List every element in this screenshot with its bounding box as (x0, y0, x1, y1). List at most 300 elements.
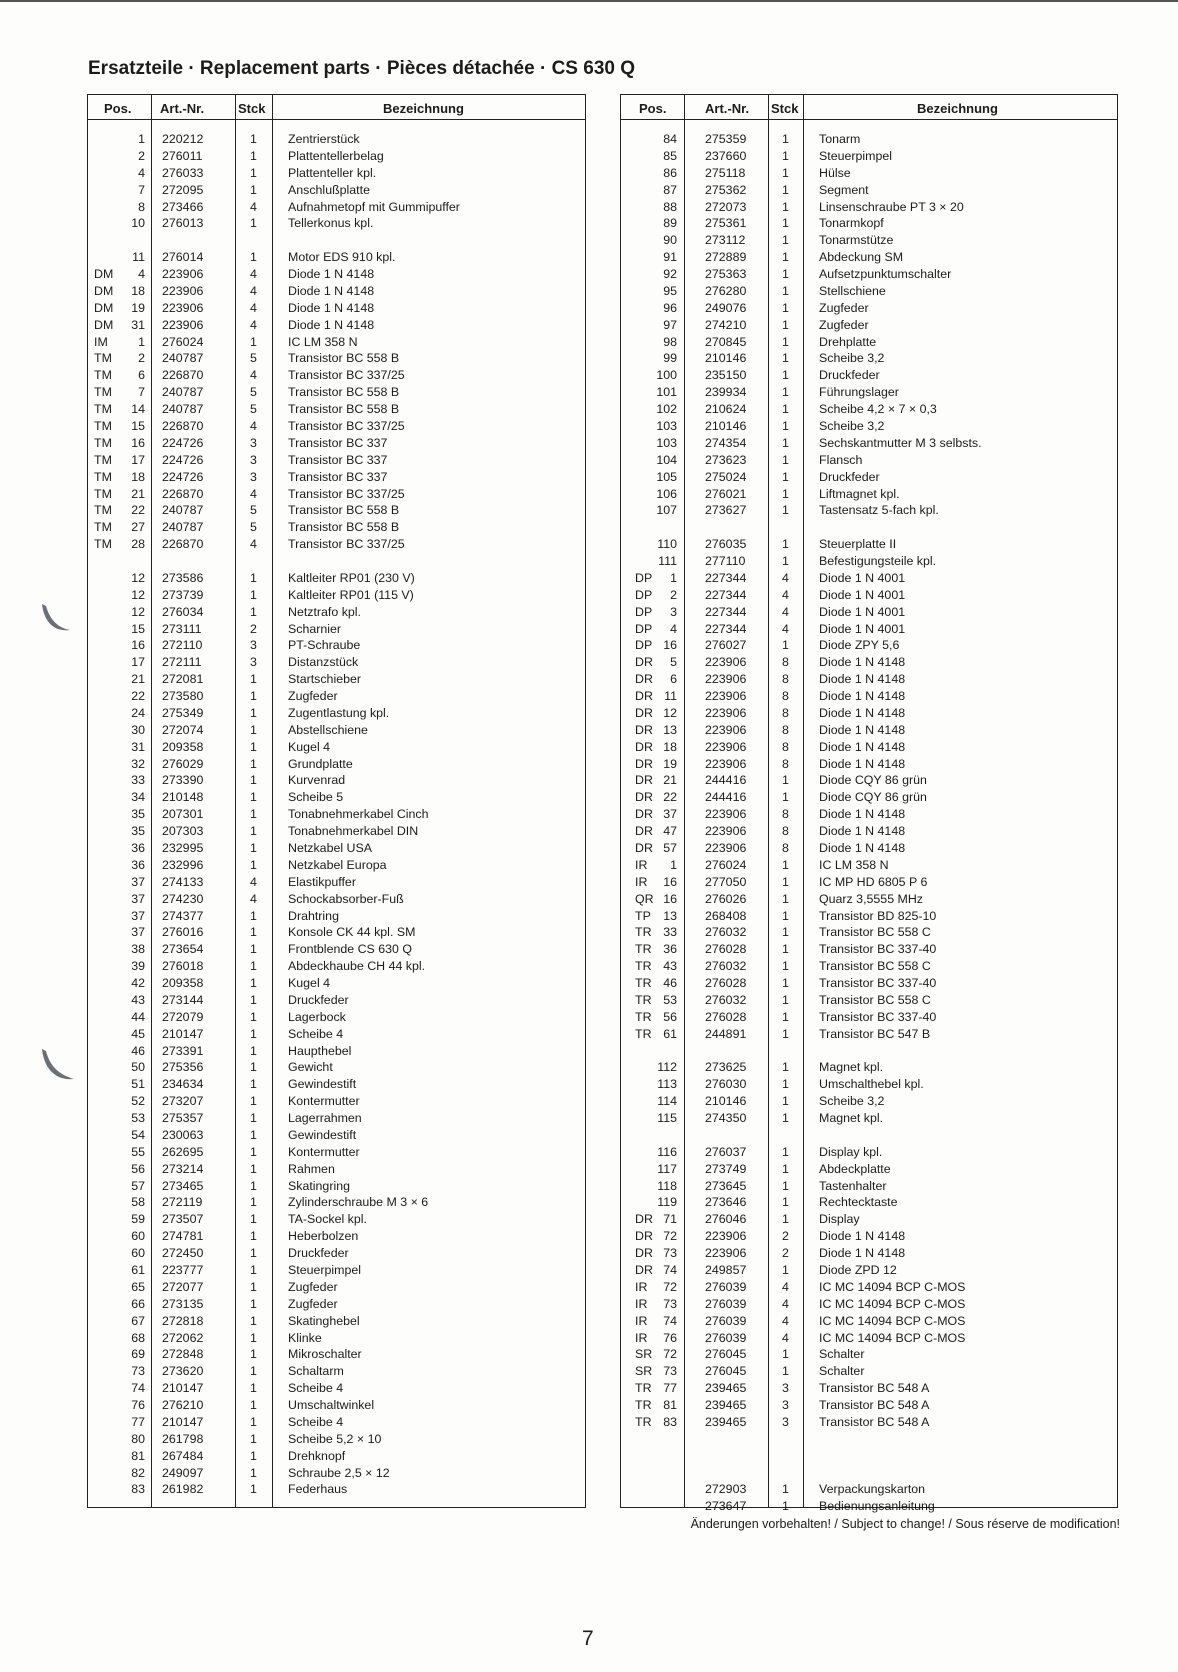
stck: 1 (782, 891, 789, 906)
pos-number: 103 (656, 435, 677, 450)
page-title: Ersatzteile · Replacement parts · Pièces détachée · CS 630 Q (88, 58, 636, 79)
pos-number: 81 (131, 1448, 145, 1463)
bezeichnung: Tonabnehmerkabel DIN (288, 824, 419, 839)
stck: 1 (250, 672, 257, 687)
art-nr: 261798 (162, 1431, 204, 1446)
bezeichnung: Diode 1 N 4148 (819, 705, 906, 720)
art-nr: 276039 (705, 1279, 747, 1294)
bezeichnung: Diode 1 N 4148 (819, 689, 906, 703)
bezeichnung: Tellerkonus kpl. (288, 216, 374, 231)
bezeichnung: Schockabsorber-Fuß (288, 891, 404, 906)
stck: 4 (250, 368, 257, 383)
pos-number: 66 (131, 1296, 145, 1311)
stck: 1 (250, 1144, 257, 1159)
art-nr: 223906 (705, 705, 747, 720)
art-nr: 224726 (162, 435, 204, 450)
bezeichnung: Distanzstück (288, 655, 359, 670)
stck: 4 (782, 621, 789, 636)
art-nr: 230063 (162, 1127, 204, 1142)
stck: 5 (250, 503, 257, 518)
table-row (88, 367, 585, 383)
stck: 1 (782, 1195, 789, 1210)
art-nr: 273627 (705, 503, 747, 518)
pos-number: 115 (657, 1111, 677, 1125)
bezeichnung: Tonarmstütze (819, 233, 894, 248)
bezeichnung: Klinke (288, 1330, 322, 1345)
pos-prefix: TR (635, 1026, 652, 1041)
stck: 1 (782, 1263, 789, 1277)
table-row (88, 705, 585, 721)
table-row (621, 1262, 1117, 1278)
stck: 1 (782, 283, 789, 298)
table-row (88, 536, 585, 552)
pos-number: 11 (664, 689, 677, 703)
table-row (88, 857, 585, 873)
pos-number: 107 (656, 503, 677, 518)
stck: 1 (250, 604, 257, 619)
table-row (88, 1178, 585, 1194)
pos-prefix: IR (635, 1330, 648, 1345)
pos-prefix: DR (635, 705, 653, 720)
bezeichnung: IC LM 358 N (288, 334, 358, 349)
bezeichnung: Magnet kpl. (819, 1060, 884, 1075)
art-nr: 276039 (705, 1313, 747, 1328)
stck: 1 (782, 1482, 789, 1497)
table-row (621, 992, 1117, 1008)
stck: 1 (782, 317, 789, 332)
table-row (88, 1043, 585, 1059)
bezeichnung: Transistor BC 337-40 (819, 942, 937, 957)
art-nr: 237660 (705, 148, 747, 163)
bezeichnung: Diode 1 N 4001 (819, 570, 906, 585)
art-nr: 276045 (705, 1347, 747, 1362)
art-nr: 272889 (705, 250, 747, 265)
stck: 1 (250, 756, 257, 771)
stck: 3 (250, 638, 257, 653)
bezeichnung: Heberbolzen (288, 1229, 359, 1244)
art-nr: 272903 (705, 1482, 747, 1497)
table-row (88, 654, 585, 670)
art-nr: 223906 (705, 1246, 747, 1261)
bezeichnung: Diode 1 N 4148 (819, 824, 906, 839)
bezeichnung: Transistor BD 825-10 (819, 908, 937, 923)
table-row (621, 840, 1117, 856)
bezeichnung: Tastensatz 5-fach kpl. (819, 503, 939, 518)
bezeichnung: Netzkabel Europa (288, 857, 387, 872)
table-row (621, 283, 1117, 299)
table-row (621, 1481, 1117, 1497)
table-row (88, 300, 585, 316)
bezeichnung: Schalter (819, 1347, 865, 1362)
stck: 1 (782, 267, 789, 281)
stck: 1 (250, 689, 257, 703)
art-nr: 275359 (705, 132, 747, 146)
pos-prefix: TM (94, 368, 112, 383)
table-row (88, 502, 585, 518)
art-nr: 276032 (705, 992, 747, 1007)
pos-number: 72 (663, 1229, 677, 1244)
stck: 3 (250, 452, 257, 467)
pos-prefix: TR (635, 925, 652, 940)
bezeichnung: Display kpl. (819, 1144, 883, 1159)
stck: 1 (250, 976, 257, 990)
stck: 1 (782, 554, 789, 568)
table-row (88, 469, 585, 485)
stck: 4 (250, 283, 257, 298)
pos-number: 117 (657, 1161, 677, 1176)
bezeichnung: Druckfeder (288, 1246, 349, 1261)
pos-prefix: DR (635, 841, 653, 855)
pos-number: 1 (138, 334, 145, 349)
art-nr: 272095 (162, 182, 204, 197)
header-bezeichnung: Bezeichnung (917, 101, 998, 116)
stck: 1 (250, 992, 257, 1007)
bezeichnung: Kaltleiter RP01 (230 V) (288, 570, 415, 585)
pos-number: 71 (663, 1212, 677, 1227)
bezeichnung: Startschieber (288, 672, 362, 687)
art-nr: 276013 (162, 216, 204, 231)
pos-number: 56 (131, 1161, 145, 1176)
bezeichnung: Scheibe 4 (288, 1381, 344, 1396)
table-row (621, 722, 1117, 738)
pos-prefix: DM (94, 300, 114, 315)
stck: 1 (782, 790, 789, 805)
art-nr: 226870 (162, 368, 204, 383)
pos-number: 53 (663, 992, 677, 1007)
scan-artifact-mark (38, 1045, 78, 1089)
pos-number: 31 (131, 317, 145, 332)
bezeichnung: Diode 1 N 4001 (819, 587, 906, 602)
art-nr: 227344 (705, 604, 747, 619)
stck: 1 (782, 351, 789, 366)
table-row (621, 857, 1117, 873)
bezeichnung: Zentrierstück (288, 132, 360, 146)
art-nr: 226870 (162, 537, 204, 552)
art-nr: 239934 (705, 385, 747, 400)
bezeichnung: Führungslager (819, 385, 899, 400)
art-nr: 277050 (705, 874, 747, 889)
table-row (88, 384, 585, 400)
table-header (88, 95, 585, 120)
table-row (88, 992, 585, 1008)
stck: 1 (782, 1144, 789, 1159)
table-row (621, 165, 1117, 181)
header-stck: Stck (771, 101, 799, 116)
pos-prefix: TM (94, 385, 112, 400)
art-nr: 273580 (162, 689, 204, 703)
art-nr: 224726 (162, 452, 204, 467)
table-row (88, 1380, 585, 1396)
pos-number: 74 (663, 1313, 677, 1328)
bezeichnung: Diode 1 N 4148 (819, 756, 906, 771)
pos-prefix: DR (635, 824, 653, 839)
pos-number: 83 (131, 1482, 145, 1497)
art-nr: 276039 (705, 1296, 747, 1311)
stck: 1 (250, 1381, 257, 1396)
bezeichnung: Transistor BC 558 C (819, 925, 931, 940)
art-nr: 226870 (162, 486, 204, 501)
bezeichnung: Tastenhalter (819, 1178, 887, 1193)
table-row (88, 215, 585, 231)
stck: 8 (782, 722, 789, 737)
stck: 1 (782, 199, 789, 214)
table-row (88, 182, 585, 198)
pos-number: 37 (131, 925, 145, 940)
table-row (88, 1093, 585, 1109)
table-row (88, 452, 585, 468)
stck: 1 (250, 1043, 257, 1058)
pos-number: 97 (663, 317, 677, 332)
art-nr: 223906 (705, 655, 747, 670)
bezeichnung: Gewindestift (288, 1077, 357, 1092)
stck: 1 (250, 1009, 257, 1024)
pos-prefix: DP (635, 638, 653, 653)
stck: 1 (782, 959, 789, 974)
stck: 1 (782, 148, 789, 163)
pos-number: 15 (131, 419, 145, 433)
stck: 1 (250, 587, 257, 602)
pos-prefix: IR (635, 857, 648, 872)
art-nr: 210147 (162, 1026, 204, 1041)
pos-number: 4 (138, 267, 145, 281)
art-nr: 274230 (162, 891, 204, 906)
table-row (621, 232, 1117, 248)
header-art-nr: Art.-Nr. (705, 101, 750, 116)
stck: 4 (250, 267, 257, 281)
pos-number: 1 (670, 570, 677, 585)
bezeichnung: IC LM 358 N (819, 857, 889, 872)
table-row (88, 1076, 585, 1092)
table-row (88, 924, 585, 940)
art-nr: 223906 (705, 672, 747, 687)
pos-number: 18 (663, 739, 677, 754)
pos-number: 32 (131, 756, 145, 771)
art-nr: 273135 (162, 1296, 204, 1311)
bezeichnung: IC MC 14094 BCP C-MOS (819, 1313, 966, 1328)
table-row (621, 350, 1117, 366)
pos-number: 12 (131, 604, 145, 619)
pos-prefix: DR (635, 672, 653, 687)
stck: 5 (250, 351, 257, 366)
pos-number: 37 (131, 891, 145, 906)
pos-number: 106 (656, 486, 677, 501)
bezeichnung: Abdeckplatte (819, 1161, 891, 1176)
table-row (621, 823, 1117, 839)
pos-number: 12 (663, 705, 677, 720)
art-nr: 210624 (705, 402, 747, 417)
pos-number: 16 (663, 891, 677, 906)
pos-number: 65 (131, 1279, 145, 1294)
pos-number: 13 (663, 722, 677, 737)
stck: 8 (782, 655, 789, 670)
pos-number: 88 (663, 199, 677, 214)
pos-prefix: IR (635, 1296, 648, 1311)
table-row (88, 941, 585, 957)
stck: 1 (250, 1279, 257, 1294)
table-row (88, 1346, 585, 1362)
pos-prefix: TM (94, 486, 112, 501)
stck: 4 (250, 486, 257, 501)
pos-prefix: DR (635, 739, 653, 754)
bezeichnung: Diode 1 N 4148 (819, 655, 906, 670)
pos-number: 6 (670, 672, 677, 687)
table-row (621, 131, 1117, 147)
stck: 4 (782, 1330, 789, 1345)
stck: 1 (250, 250, 257, 265)
stck: 4 (782, 587, 789, 602)
table-row (621, 1346, 1117, 1362)
bezeichnung: Diode 1 N 4001 (819, 604, 906, 619)
pos-number: 89 (663, 216, 677, 231)
pos-number: 11 (132, 250, 145, 265)
table-row (88, 435, 585, 451)
table-row (88, 1397, 585, 1413)
pos-number: 10 (131, 216, 145, 231)
bezeichnung: Mikroschalter (288, 1347, 362, 1362)
stck: 1 (250, 1313, 257, 1328)
pos-prefix: DR (635, 1246, 653, 1261)
pos-number: 105 (656, 469, 677, 484)
art-nr: 272848 (162, 1347, 204, 1362)
pos-prefix: DM (94, 317, 114, 332)
bezeichnung: Haupthebel (288, 1043, 352, 1058)
bezeichnung: Diode ZPY 5,6 (819, 638, 900, 653)
art-nr: 276024 (162, 334, 204, 349)
stck: 8 (782, 756, 789, 771)
art-nr: 227344 (705, 621, 747, 636)
table-row (88, 1414, 585, 1430)
table-row (621, 334, 1117, 350)
table-row (88, 958, 585, 974)
art-nr: 276024 (705, 857, 747, 872)
table-row (621, 1009, 1117, 1025)
bezeichnung: Zugfeder (288, 689, 338, 703)
stck: 1 (782, 638, 789, 653)
stck: 1 (250, 1448, 257, 1463)
pos-number: 114 (657, 1094, 677, 1109)
pos-number: 2 (138, 351, 145, 366)
art-nr: 276032 (705, 959, 747, 974)
stck: 1 (250, 1161, 257, 1176)
art-nr: 272079 (162, 1009, 204, 1024)
stck: 1 (250, 1364, 257, 1379)
stck: 1 (250, 705, 257, 720)
bezeichnung: Zugfeder (819, 317, 869, 332)
pos-number: 54 (131, 1127, 145, 1142)
bezeichnung: Diode ZPD 12 (819, 1263, 897, 1277)
stck: 3 (782, 1398, 789, 1412)
pos-number: 36 (131, 841, 145, 855)
bezeichnung: Transistor BC 558 C (819, 992, 931, 1007)
table-row (88, 350, 585, 366)
bezeichnung: Lagerbock (288, 1009, 346, 1024)
art-nr: 207303 (162, 824, 204, 839)
table-row (621, 1076, 1117, 1092)
header-stck: Stck (238, 101, 266, 116)
art-nr: 239465 (705, 1398, 747, 1412)
scan-artifact-mark (38, 600, 74, 640)
stck: 1 (782, 1364, 789, 1379)
table-row (621, 1144, 1117, 1160)
pos-number: 110 (657, 537, 677, 552)
table-row (88, 1144, 585, 1160)
pos-number: 101 (656, 385, 677, 400)
bezeichnung: Abstellschiene (288, 722, 368, 737)
stck: 1 (250, 1347, 257, 1362)
art-nr: 244891 (705, 1026, 747, 1041)
art-nr: 235150 (705, 368, 747, 383)
pos-number: 37 (131, 908, 145, 923)
art-nr: 223906 (705, 756, 747, 771)
table-header (621, 95, 1117, 120)
table-row (621, 367, 1117, 383)
table-row (621, 1161, 1117, 1177)
art-nr: 275362 (705, 182, 747, 197)
table-row (88, 891, 585, 907)
table-row (88, 1026, 585, 1042)
pos-number: 90 (663, 233, 677, 248)
table-row (88, 671, 585, 687)
pos-prefix: TR (635, 959, 652, 974)
bezeichnung: Scheibe 5 (288, 790, 344, 805)
table-row (621, 874, 1117, 890)
art-nr: 273645 (705, 1178, 747, 1193)
pos-number: 84 (663, 132, 677, 146)
art-nr: 273647 (705, 1499, 747, 1514)
bezeichnung: Aufsetzpunktumschalter (819, 267, 952, 281)
stck: 1 (782, 435, 789, 450)
art-nr: 276046 (705, 1212, 747, 1227)
bezeichnung: Frontblende CS 630 Q (288, 942, 412, 957)
pos-number: 22 (131, 689, 145, 703)
stck: 1 (250, 334, 257, 349)
art-nr: 276037 (705, 1144, 747, 1159)
pos-number: 91 (663, 250, 677, 265)
art-nr: 276033 (162, 165, 204, 180)
pos-prefix: TM (94, 520, 112, 535)
stck: 1 (782, 874, 789, 889)
pos-number: 87 (663, 182, 677, 197)
pos-number: 5 (670, 655, 677, 670)
pos-number: 33 (131, 773, 145, 788)
pos-number: 73 (663, 1364, 677, 1379)
stck: 1 (250, 132, 257, 146)
bezeichnung: Netzkabel USA (288, 841, 373, 855)
stck: 1 (782, 942, 789, 957)
pos-prefix: DP (635, 621, 653, 636)
pos-prefix: DR (635, 756, 653, 771)
table-row (621, 469, 1117, 485)
table-row (88, 874, 585, 890)
pos-prefix: DR (635, 773, 653, 788)
table-row (88, 418, 585, 434)
table-row (88, 165, 585, 181)
table-row (621, 1211, 1117, 1227)
bezeichnung: Transistor BC 337 (288, 452, 388, 467)
pos-number: 67 (131, 1313, 145, 1328)
pos-number: 8 (138, 199, 145, 214)
bezeichnung: Transistor BC 337 (288, 435, 388, 450)
pos-number: 51 (131, 1077, 145, 1092)
stck: 1 (782, 334, 789, 349)
art-nr: 210146 (705, 1094, 747, 1109)
table-row (621, 688, 1117, 704)
art-nr: 223906 (705, 841, 747, 855)
table-row (88, 1313, 585, 1329)
stck: 3 (250, 655, 257, 670)
pos-number: 59 (131, 1212, 145, 1227)
bezeichnung: Scharnier (288, 621, 342, 636)
